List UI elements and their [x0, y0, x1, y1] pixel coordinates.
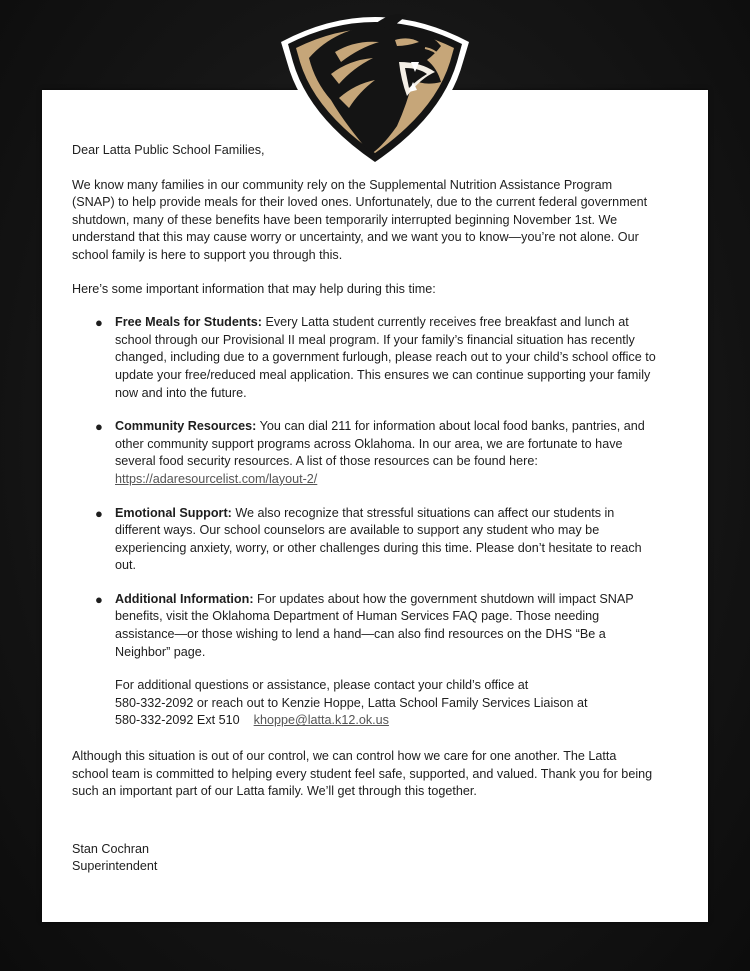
contact-phone: 580-332-2092 Ext 510	[115, 713, 240, 728]
bullet-emotional-support	[72, 505, 656, 575]
bullet-title: Emotional Support:	[115, 505, 232, 520]
bullet-dot-icon: ●	[95, 419, 103, 435]
contact-block	[72, 677, 656, 730]
panther-head-shield-logo	[275, 0, 475, 172]
contact-line: 580-332-2092 or reach out to Kenzie Hoppe, Latta School Family Services Liaison at	[115, 695, 588, 710]
letter-body	[72, 142, 656, 876]
signature-block	[72, 841, 656, 876]
bullet-dot-icon: ●	[95, 315, 103, 331]
bullet-dot-icon: ●	[95, 505, 103, 521]
bullet-text: For updates about how the government shutdown will impact SNAP benefits, visit the Oklahoma Department of Human Services FAQ page. Those needing assistance—or those wishing to lend a hand—can also find resources on the DHS “Be a Neighbor” page.	[115, 591, 634, 659]
closing-paragraph: Although this situation is out of our control, we can control how we care for one another. The Latta school team is committed to helping every student feel safe, supported, and valued. Thank you for being such an important part of our Latta family. We’ll get through this together.	[72, 749, 653, 799]
bullet-title: Additional Information:	[115, 591, 254, 606]
bullet-text: We also recognize that stressful situations can affect our students in different ways. Our school counselors are available to support any student who may be experiencing anxiety, worry, or other challenges during this time. Please don’t hesitate to reach out.	[115, 505, 642, 573]
intro-paragraph: We know many families in our community rely on the Supplemental Nutrition Assistance Program (SNAP) to help provide meals for their loved ones. Unfortunately, due to the current federal government shutdown, many of these benefits have been temporarily interrupted beginning November 1st. We understand that this may cause worry or uncertainty, and we want you to know—you’re not alone. Our school family is here to support you through this.	[72, 177, 648, 262]
contact-line: For additional questions or assistance, please contact your child’s office at	[115, 678, 529, 693]
bullet-additional-information	[72, 591, 656, 661]
bullet-text: You can dial 211 for information about local food banks, pantries, and other community support programs across Oklahoma. In our area, we are fortunate to have several food security resources. A list of those resources can be found here:	[115, 419, 645, 469]
resource-list-link[interactable]: https://adaresourcelist.com/layout-2/	[115, 471, 318, 486]
signature-title: Superintendent	[72, 859, 158, 874]
greeting: Dear Latta Public School Families,	[72, 143, 265, 157]
signature-name: Stan Cochran	[72, 841, 150, 856]
letter-page	[42, 90, 708, 922]
bullet-text: Every Latta student currently receives free breakfast and lunch at school through our Provisional II meal program. If your family’s financial situation has recently changed, including due to a government furlough, please reach out to your child’s school office to update your free/reduced meal application. This ensures we can continue supporting your family now and into the future.	[115, 315, 656, 400]
contact-line-phone-email	[115, 712, 656, 730]
info-bullet-list	[72, 314, 656, 661]
bullet-title: Free Meals for Students:	[115, 315, 262, 330]
bullet-dot-icon: ●	[95, 591, 103, 607]
lead-in-paragraph: Here’s some important information that may help during this time:	[72, 281, 436, 296]
bullet-title: Community Resources:	[115, 419, 257, 434]
bullet-free-meals	[72, 314, 656, 402]
contact-email-link[interactable]: khoppe@latta.k12.ok.us	[253, 713, 389, 728]
bullet-community-resources	[72, 418, 656, 488]
